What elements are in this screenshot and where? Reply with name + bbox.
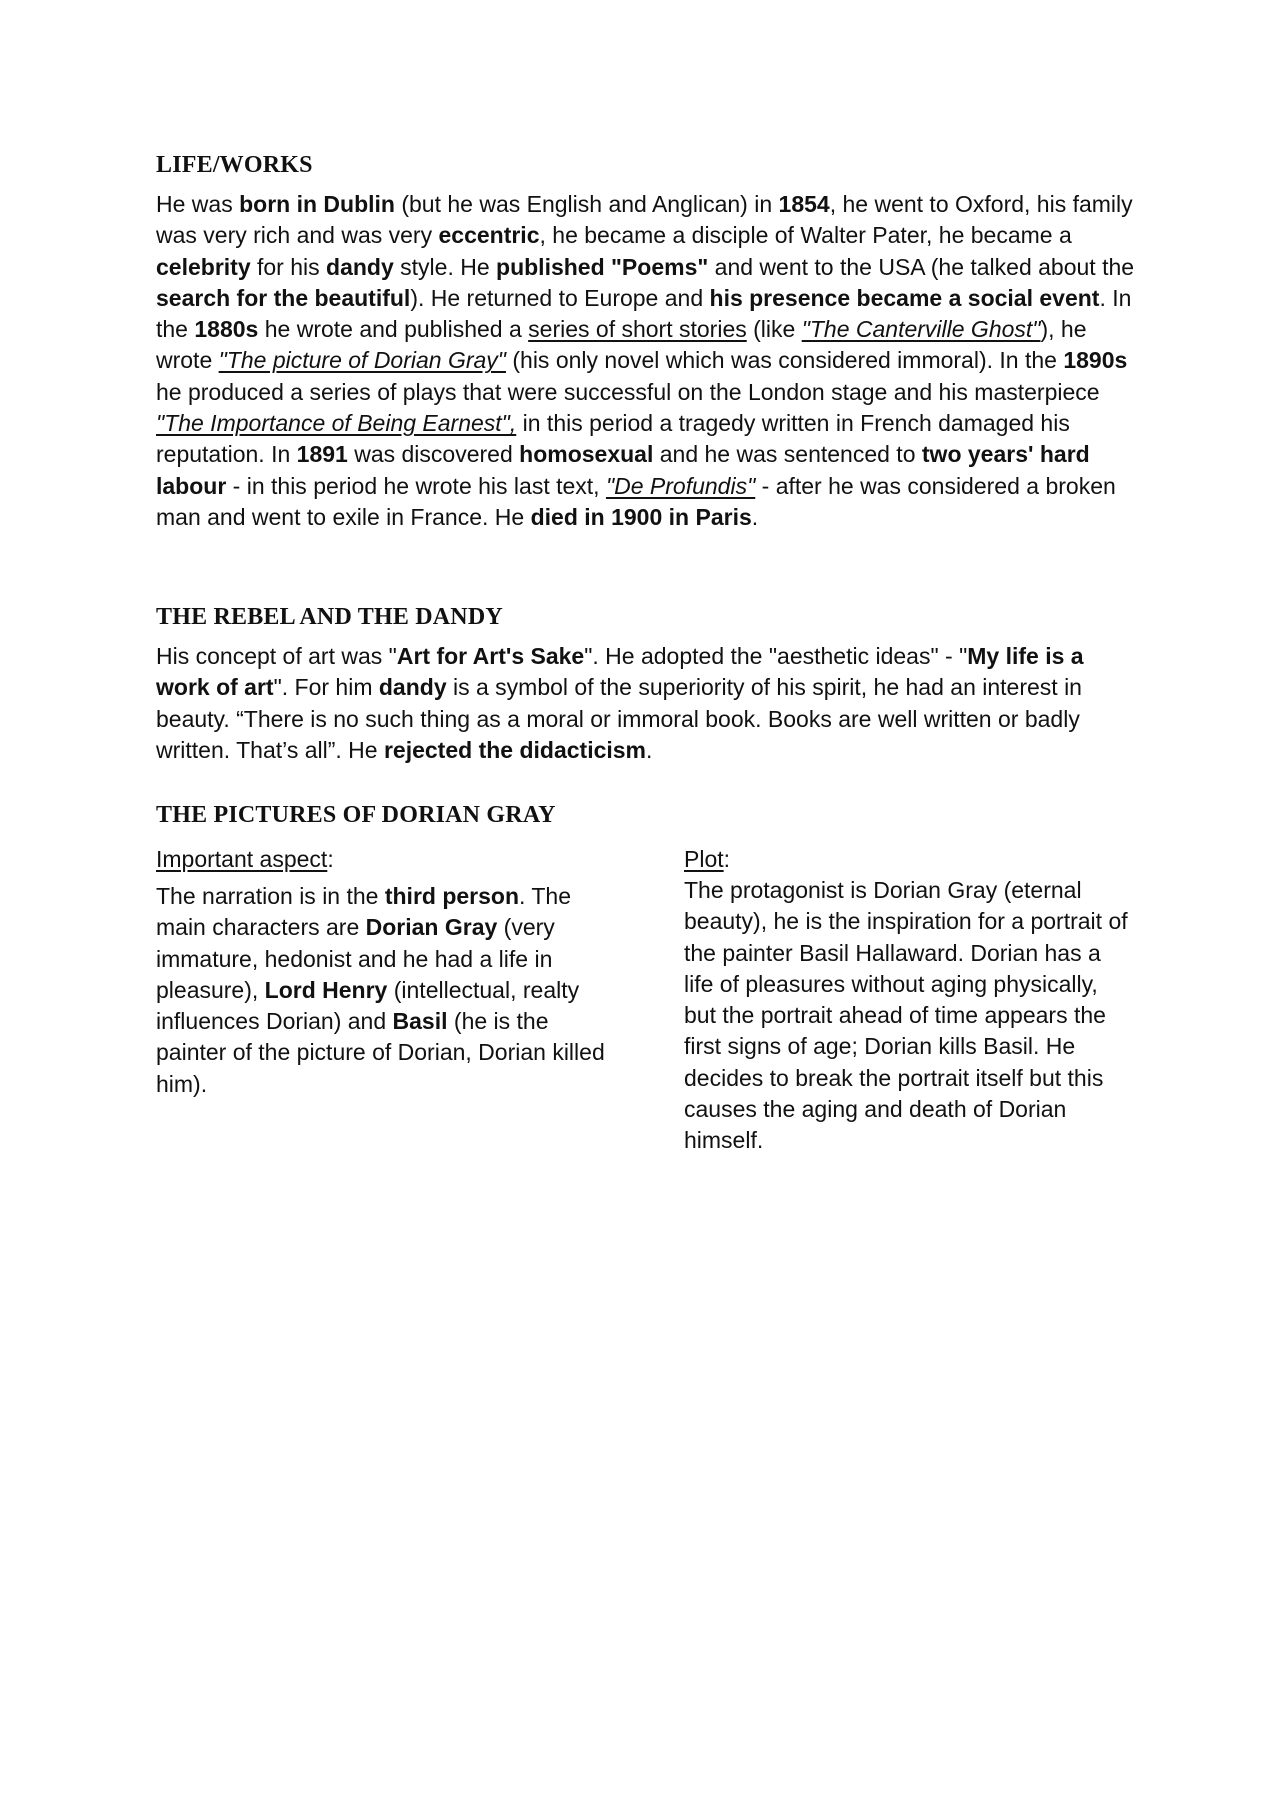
- heading-dorian-gray: THE PICTURES OF DORIAN GRAY: [156, 802, 556, 828]
- bold-run: dandy: [378, 674, 447, 701]
- text-run: is a symbol of the superiority of his spirit, he had an interest in beauty. “There is no such thing as a moral or immoral book. Books are well written or badly written. That’s all”. He: [156, 674, 1082, 763]
- bold-run: Lord Henry: [264, 976, 388, 1003]
- bold-run: published "Poems": [496, 253, 709, 280]
- text-run: he wrote and published a: [258, 316, 529, 343]
- bold-run: his presence became a social event: [709, 284, 1100, 311]
- section-dorian-gray: [156, 802, 1136, 1154]
- text-run: , he went to Oxford, his family was very rich and was very: [156, 191, 1133, 249]
- plot-label: [684, 844, 1134, 875]
- bold-run: born in Dublin: [239, 191, 395, 217]
- bold-run: third person: [384, 883, 520, 909]
- underlined-run: series of short stories: [528, 316, 747, 343]
- text-run: - after he was considered a broken man and went to exile in France. He: [156, 472, 1116, 530]
- text-run: was discovered: [347, 441, 520, 468]
- bold-run: 1854: [778, 191, 830, 217]
- section-rebel-dandy: [156, 604, 1136, 766]
- text-run: His concept of art was ": [156, 643, 397, 669]
- bold-run: 1891: [296, 441, 348, 468]
- text-run: (very immature, hedonist and he had a life in pleasure),: [156, 914, 555, 1003]
- bold-run: Art for Art's Sake: [396, 643, 585, 669]
- text-run: for his: [250, 253, 327, 280]
- bold-run: 1880s: [194, 316, 259, 343]
- text-run: (his only novel which was considered immoral). In the: [505, 347, 1064, 374]
- column-plot: [684, 844, 1134, 1157]
- bold-run: dandy: [326, 253, 394, 280]
- text-run: (intellectual, realty influences Dorian) and: [156, 976, 580, 1035]
- text-run: and went to the USA (he talked about the: [708, 253, 1135, 280]
- text-run: ), he wrote: [156, 316, 1087, 374]
- bold-run: died in 1900 in Paris: [530, 503, 752, 530]
- column-important-aspect: [156, 844, 616, 1100]
- text-run: . The main characters are: [156, 883, 572, 941]
- bold-run: rejected the didacticism: [383, 736, 647, 763]
- section-life-works: [156, 152, 1136, 592]
- bold-run: search for the beautiful: [156, 284, 411, 311]
- document-content: [156, 152, 1136, 1154]
- life-works-paragraph: [156, 189, 1136, 533]
- text-run: (he is the painter of the picture of Dorian, Dorian killed him).: [156, 1008, 605, 1097]
- heading-life-works: LIFE/WORKS: [156, 152, 313, 178]
- plot-label-text: Plot: [684, 846, 724, 872]
- bold-run: two years' hard labour: [156, 441, 1090, 499]
- bold-run: homosexual: [519, 441, 654, 468]
- text-run: ". He adopted the "aesthetic ideas" - ": [584, 643, 968, 669]
- bold-run: 1890s: [1063, 347, 1128, 374]
- important-aspect-text: Important aspect: [156, 846, 328, 872]
- text-run: (like: [746, 316, 802, 343]
- label-colon: :: [723, 846, 731, 872]
- text-run: , he became a disciple of Walter Pater, he became a: [539, 222, 1072, 249]
- bold-run: My life is a work of art: [156, 643, 1084, 701]
- text-run: .: [646, 736, 653, 763]
- text-run: style. He: [393, 253, 497, 280]
- bold-run: eccentric: [438, 222, 540, 249]
- label-colon: :: [327, 846, 334, 872]
- title-canterville-ghost: "The Canterville Ghost": [801, 316, 1041, 343]
- bold-run: celebrity: [156, 253, 251, 280]
- text-run: The narration is in the: [156, 883, 385, 909]
- rebel-dandy-paragraph: [156, 641, 1136, 766]
- text-run: . In the: [156, 284, 1132, 343]
- text-run: (but he was English and Anglican) in: [394, 191, 779, 217]
- text-run: He was: [156, 191, 240, 217]
- bold-run: Dorian Gray: [365, 914, 498, 941]
- bold-run: Basil: [392, 1008, 448, 1035]
- important-aspect-label: [156, 844, 616, 875]
- text-run: he produced a series of plays that were successful on the London stage and his masterpiece: [156, 378, 1100, 405]
- title-importance-of-being-earnest: "The Importance of Being Earnest",: [156, 410, 517, 437]
- title-dorian-gray: "The picture of Dorian Gray": [218, 347, 506, 374]
- plot-paragraph: The protagonist is Dorian Gray (eternal beauty), he is the inspiration for a portrait of the painter Basil Hallaward. Dorian has a life of pleasures without aging physically, but the portrait ahead of time appears the first signs of age; Dorian kills Basil. He decides to break the portrait itself but this causes the aging and death of Dorian himself.: [684, 877, 1128, 1154]
- text-run: ). He returned to Europe and: [410, 284, 710, 311]
- important-aspect-paragraph: [156, 881, 616, 1100]
- heading-rebel-dandy: THE REBEL AND THE DANDY: [156, 604, 503, 630]
- text-run: .: [751, 503, 759, 530]
- text-run: and he was sentenced to: [653, 441, 922, 468]
- text-run: ". For him: [273, 674, 379, 701]
- title-de-profundis: "De Profundis": [605, 472, 756, 499]
- text-run: - in this period he wrote his last text,: [226, 472, 606, 499]
- text-run: in this period a tragedy written in French damaged his reputation. In: [156, 410, 1070, 468]
